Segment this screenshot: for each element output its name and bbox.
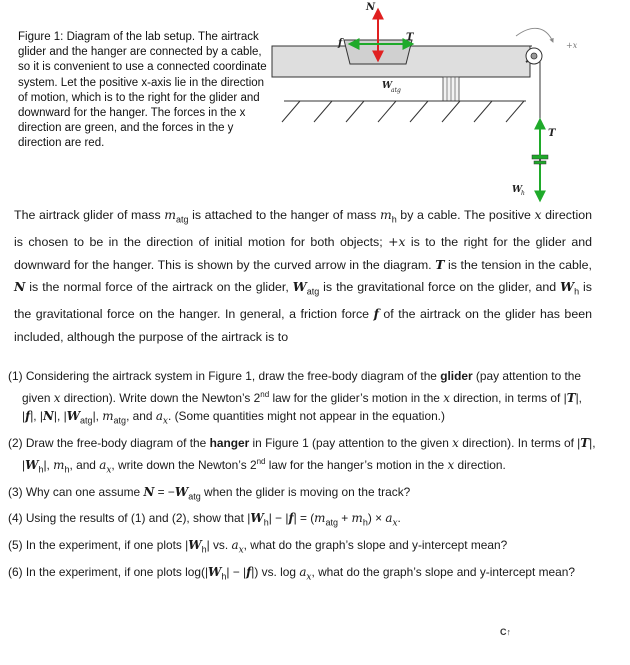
floor-hatching [282, 101, 526, 122]
normal-force-label: N [366, 2, 376, 13]
figure-caption-text: Figure 1: Diagram of the lab setup. The airtrack glider and the hanger are connected by a cable, so it is convenient to use a connected coordinate system. Let the positive x-axis lie in the direction of motion, which is to the right for the glider and downward for the hanger. The forces in the x direction are green, and the forces in the y direction are red. [18, 31, 267, 150]
question-1: (1) Considering the airtrack system in Figure 1, draw the free-body diagram of the glider (pay attention to the given x direction). Write down the Newton’s 2nd law for the glider’s motion in the x direction, in terms of |T|, |f|, |N|, $|W_{atg}|$, $m_{atg}$, and $a_x$. (Some quantities might not appear in the equation.) [8, 369, 582, 426]
footer-mark: C↑ [500, 627, 511, 637]
plus-x-curved-arrow [516, 28, 553, 42]
question-list [8, 368, 598, 591]
figure-caption [18, 30, 268, 152]
friction-label: f [338, 38, 343, 49]
weight-glider-sub: atg [391, 87, 401, 94]
question-2: (2) Draw the free-body diagram of the hanger in Figure 1 (pay attention to the given x direction). In terms of |T|, $|W_h|$, $m_h$, and $a_x$, write down the Newton’s 2nd law for the hanger’s motion in the x direction. [8, 435, 596, 475]
weight-glider-label: W [382, 81, 393, 91]
body-paragraph: The airtrack glider of mass $m_{atg}$ is attached to the hanger of mass $m_h$ by a cable. The positive x direction is chosen to be in the direction of initial motion for both objects; +x is to the right for the glider and downward for the hanger. This is shown by the curved arrow in the diagram. T is the tension in the cable, N is the normal force of the airtrack on the glider, $W_{atg}$ is the gravitational force on the glider, and $W_h$ is the gravitational force on the hanger. In general, a friction force f of the airtrack on the glider has been included, although the purpose of the airtrack is to [14, 207, 592, 344]
pulley [526, 48, 542, 64]
question-5: (5) In the experiment, if one plots $|W_h|$ vs. $a_x$, what do the graph’s slope and y-intercept mean? [8, 538, 508, 556]
question-6: (6) In the experiment, if one plots $\log(|W_h| - |f|)$ vs. $\log a_x$, what do the graph’s slope and y-intercept mean? [8, 565, 576, 583]
plus-x-label: +x [566, 41, 578, 50]
weight-hanger-label: W [512, 185, 523, 195]
weight-hanger-sub: h [521, 190, 525, 197]
question-3: (3) Why can one assume $N = -W_{atg}$ when the glider is moving on the track? [8, 484, 411, 502]
tension-top-label: T [406, 32, 414, 43]
tension-right-label: T [548, 128, 556, 139]
question-4: (4) Using the results of (1) and (2), show that $|W_h| - |f| = (m_{atg} + m_h) \times a_x$. [8, 510, 401, 529]
lab-setup-diagram [270, 0, 600, 205]
